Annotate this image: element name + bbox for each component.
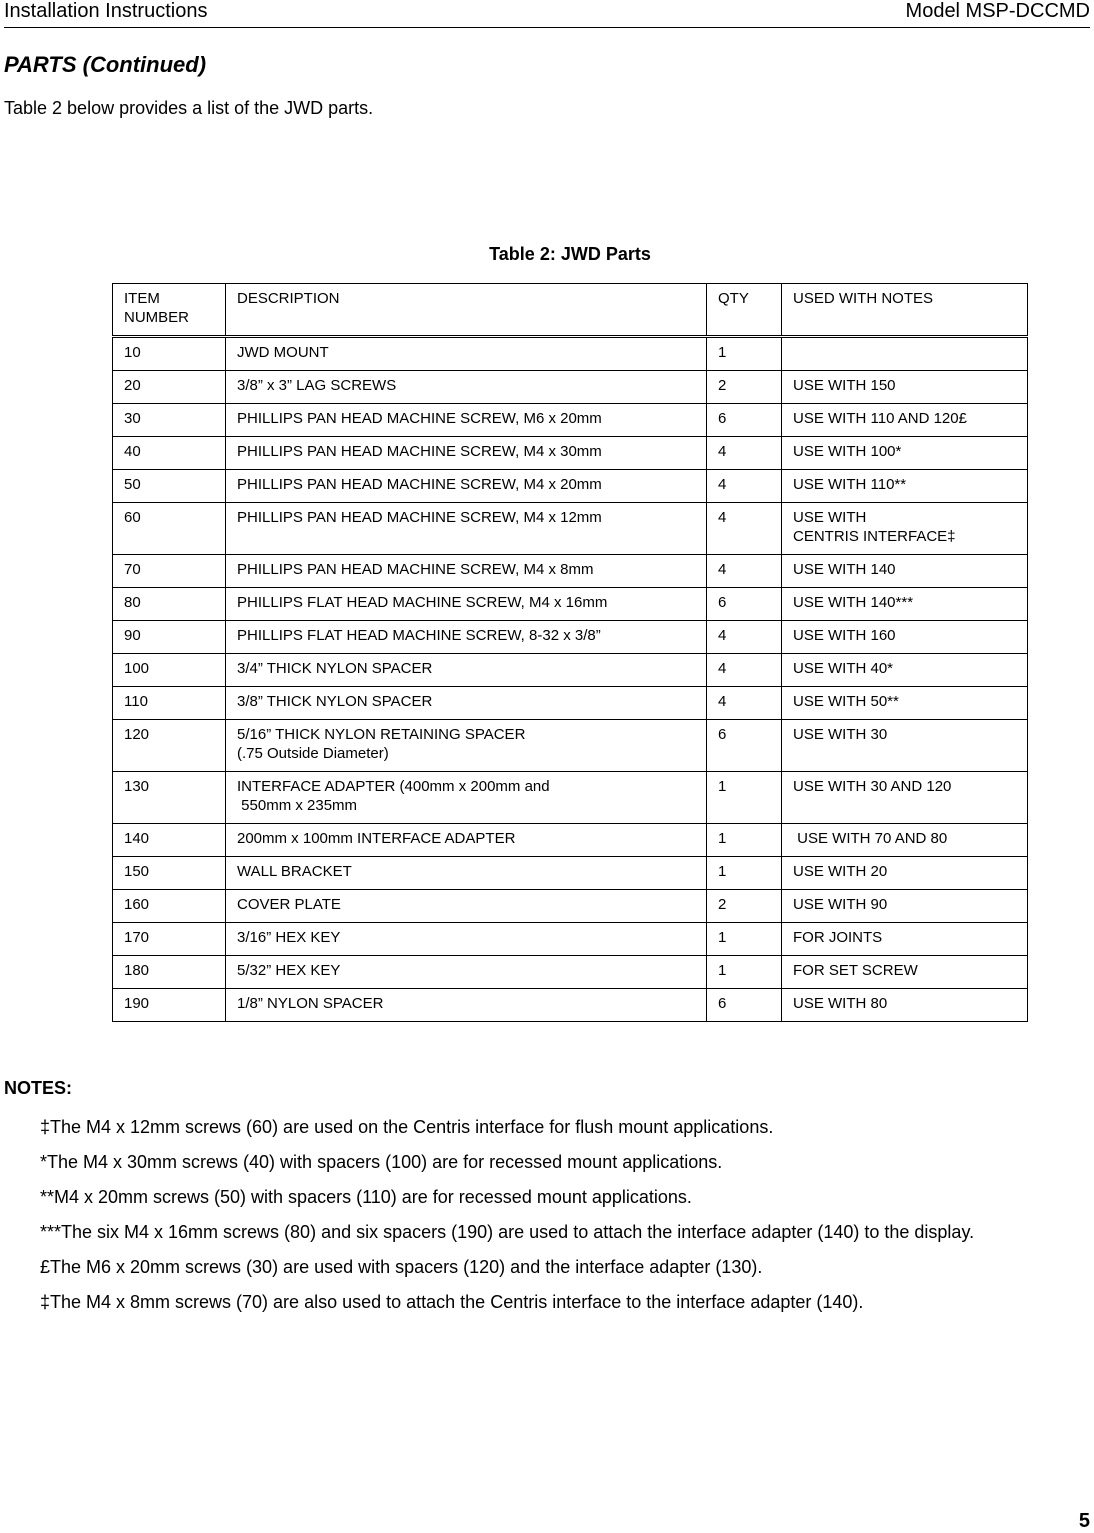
parts-table [112, 283, 1028, 1022]
cell-description: 200mm x 100mm INTERFACE ADAPTER [226, 824, 707, 857]
cell-used-with-notes: USE WITH 30 [782, 720, 1028, 772]
cell-qty: 6 [707, 989, 782, 1022]
cell-qty: 6 [707, 404, 782, 437]
cell-qty: 1 [707, 824, 782, 857]
cell-used-with-notes: USE WITH 110** [782, 470, 1028, 503]
cell-qty: 1 [707, 857, 782, 890]
table-header-row [113, 284, 1028, 337]
cell-item-number: 40 [113, 437, 226, 470]
cell-item-number: 10 [113, 337, 226, 371]
cell-description: PHILLIPS PAN HEAD MACHINE SCREW, M4 x 8mm [226, 555, 707, 588]
cell-item-number: 150 [113, 857, 226, 890]
cell-description: 3/8” x 3” LAG SCREWS [226, 371, 707, 404]
cell-used-with-notes: USE WITH CENTRIS INTERFACE‡ [782, 503, 1028, 555]
cell-item-number: 80 [113, 588, 226, 621]
cell-item-number: 130 [113, 772, 226, 824]
table-row [113, 404, 1028, 437]
cell-item-number: 140 [113, 824, 226, 857]
cell-qty: 4 [707, 555, 782, 588]
cell-description: WALL BRACKET [226, 857, 707, 890]
cell-used-with-notes: USE WITH 50** [782, 687, 1028, 720]
cell-qty: 6 [707, 588, 782, 621]
table-row [113, 470, 1028, 503]
cell-item-number: 50 [113, 470, 226, 503]
note-item: ***The six M4 x 16mm screws (80) and six spacers (190) are used to attach the interface adapter (140) to the display. [40, 1222, 975, 1242]
table-row [113, 337, 1028, 371]
cell-description: PHILLIPS PAN HEAD MACHINE SCREW, M4 x 20mm [226, 470, 707, 503]
note-item: ‡The M4 x 12mm screws (60) are used on the Centris interface for flush mount applications. [40, 1117, 774, 1137]
notes-list [40, 1116, 1060, 1326]
cell-description: INTERFACE ADAPTER (400mm x 200mm and 550mm x 235mm [226, 772, 707, 824]
cell-description: 3/16” HEX KEY [226, 923, 707, 956]
table-row [113, 687, 1028, 720]
cell-qty: 1 [707, 923, 782, 956]
cell-description: PHILLIPS FLAT HEAD MACHINE SCREW, M4 x 16mm [226, 588, 707, 621]
cell-used-with-notes: USE WITH 20 [782, 857, 1028, 890]
table-row [113, 720, 1028, 772]
document-title: Installation Instructions [4, 0, 208, 22]
table-row [113, 824, 1028, 857]
cell-qty: 4 [707, 687, 782, 720]
cell-item-number: 160 [113, 890, 226, 923]
cell-qty: 2 [707, 890, 782, 923]
note-item: ‡The M4 x 8mm screws (70) are also used to attach the Centris interface to the interface adapter (140). [40, 1292, 864, 1312]
table-row [113, 654, 1028, 687]
cell-item-number: 70 [113, 555, 226, 588]
cell-description: COVER PLATE [226, 890, 707, 923]
cell-description: PHILLIPS PAN HEAD MACHINE SCREW, M4 x 30mm [226, 437, 707, 470]
cell-used-with-notes: USE WITH 40* [782, 654, 1028, 687]
header-qty: QTY [707, 284, 782, 337]
cell-item-number: 20 [113, 371, 226, 404]
notes-title: NOTES: [4, 1078, 73, 1098]
table-row [113, 923, 1028, 956]
cell-qty: 4 [707, 470, 782, 503]
cell-used-with-notes: USE WITH 110 AND 120£ [782, 404, 1028, 437]
cell-used-with-notes: USE WITH 150 [782, 371, 1028, 404]
table-row [113, 857, 1028, 890]
cell-description: 3/8” THICK NYLON SPACER [226, 687, 707, 720]
cell-used-with-notes: USE WITH 100* [782, 437, 1028, 470]
cell-item-number: 190 [113, 989, 226, 1022]
cell-used-with-notes: USE WITH 90 [782, 890, 1028, 923]
cell-description: 5/16” THICK NYLON RETAINING SPACER (.75 Outside Diameter) [226, 720, 707, 772]
table-row [113, 956, 1028, 989]
cell-item-number: 170 [113, 923, 226, 956]
page-header [4, 0, 1090, 28]
cell-used-with-notes: FOR JOINTS [782, 923, 1028, 956]
cell-description: PHILLIPS FLAT HEAD MACHINE SCREW, 8-32 x 3/8” [226, 621, 707, 654]
cell-qty: 1 [707, 337, 782, 371]
cell-description: 3/4” THICK NYLON SPACER [226, 654, 707, 687]
cell-item-number: 100 [113, 654, 226, 687]
header-used-with-notes: USED WITH NOTES [782, 284, 1028, 337]
cell-description: PHILLIPS PAN HEAD MACHINE SCREW, M6 x 20mm [226, 404, 707, 437]
note-item: £The M6 x 20mm screws (30) are used with spacers (120) and the interface adapter (130). [40, 1257, 763, 1277]
cell-qty: 4 [707, 437, 782, 470]
cell-item-number: 110 [113, 687, 226, 720]
cell-used-with-notes: USE WITH 140 [782, 555, 1028, 588]
table-row [113, 503, 1028, 555]
page-number: 5 [1078, 1510, 1090, 1532]
cell-qty: 6 [707, 720, 782, 772]
table-row [113, 555, 1028, 588]
table-row [113, 989, 1028, 1022]
cell-item-number: 30 [113, 404, 226, 437]
cell-item-number: 90 [113, 621, 226, 654]
table-row [113, 588, 1028, 621]
cell-qty: 1 [707, 956, 782, 989]
cell-description: 5/32” HEX KEY [226, 956, 707, 989]
cell-used-with-notes: USE WITH 140*** [782, 588, 1028, 621]
cell-qty: 4 [707, 503, 782, 555]
table-row [113, 437, 1028, 470]
cell-qty: 4 [707, 654, 782, 687]
note-item: **M4 x 20mm screws (50) with spacers (110) are for recessed mount applications. [40, 1187, 692, 1207]
cell-description: JWD MOUNT [226, 337, 707, 371]
cell-item-number: 180 [113, 956, 226, 989]
note-item: *The M4 x 30mm screws (40) with spacers (100) are for recessed mount applications. [40, 1152, 723, 1172]
cell-description: 1/8” NYLON SPACER [226, 989, 707, 1022]
header-description: DESCRIPTION [226, 284, 707, 337]
cell-qty: 2 [707, 371, 782, 404]
table-row [113, 890, 1028, 923]
intro-text: Table 2 below provides a list of the JWD parts. [4, 98, 374, 118]
cell-used-with-notes: USE WITH 160 [782, 621, 1028, 654]
header-item-number: ITEM NUMBER [113, 284, 226, 337]
section-title: PARTS (Continued) [4, 52, 207, 77]
cell-qty: 1 [707, 772, 782, 824]
table-row [113, 371, 1028, 404]
table-row [113, 772, 1028, 824]
model-number: Model MSP-DCCMD [905, 0, 1090, 22]
parts-table-body [113, 337, 1028, 1022]
cell-used-with-notes: USE WITH 80 [782, 989, 1028, 1022]
table-row [113, 621, 1028, 654]
cell-qty: 4 [707, 621, 782, 654]
cell-item-number: 60 [113, 503, 226, 555]
cell-item-number: 120 [113, 720, 226, 772]
cell-description: PHILLIPS PAN HEAD MACHINE SCREW, M4 x 12mm [226, 503, 707, 555]
cell-used-with-notes: USE WITH 70 AND 80 [782, 824, 1028, 857]
cell-used-with-notes: USE WITH 30 AND 120 [782, 772, 1028, 824]
table-title: Table 2: JWD Parts [489, 244, 651, 264]
cell-used-with-notes [782, 337, 1028, 371]
cell-used-with-notes: FOR SET SCREW [782, 956, 1028, 989]
